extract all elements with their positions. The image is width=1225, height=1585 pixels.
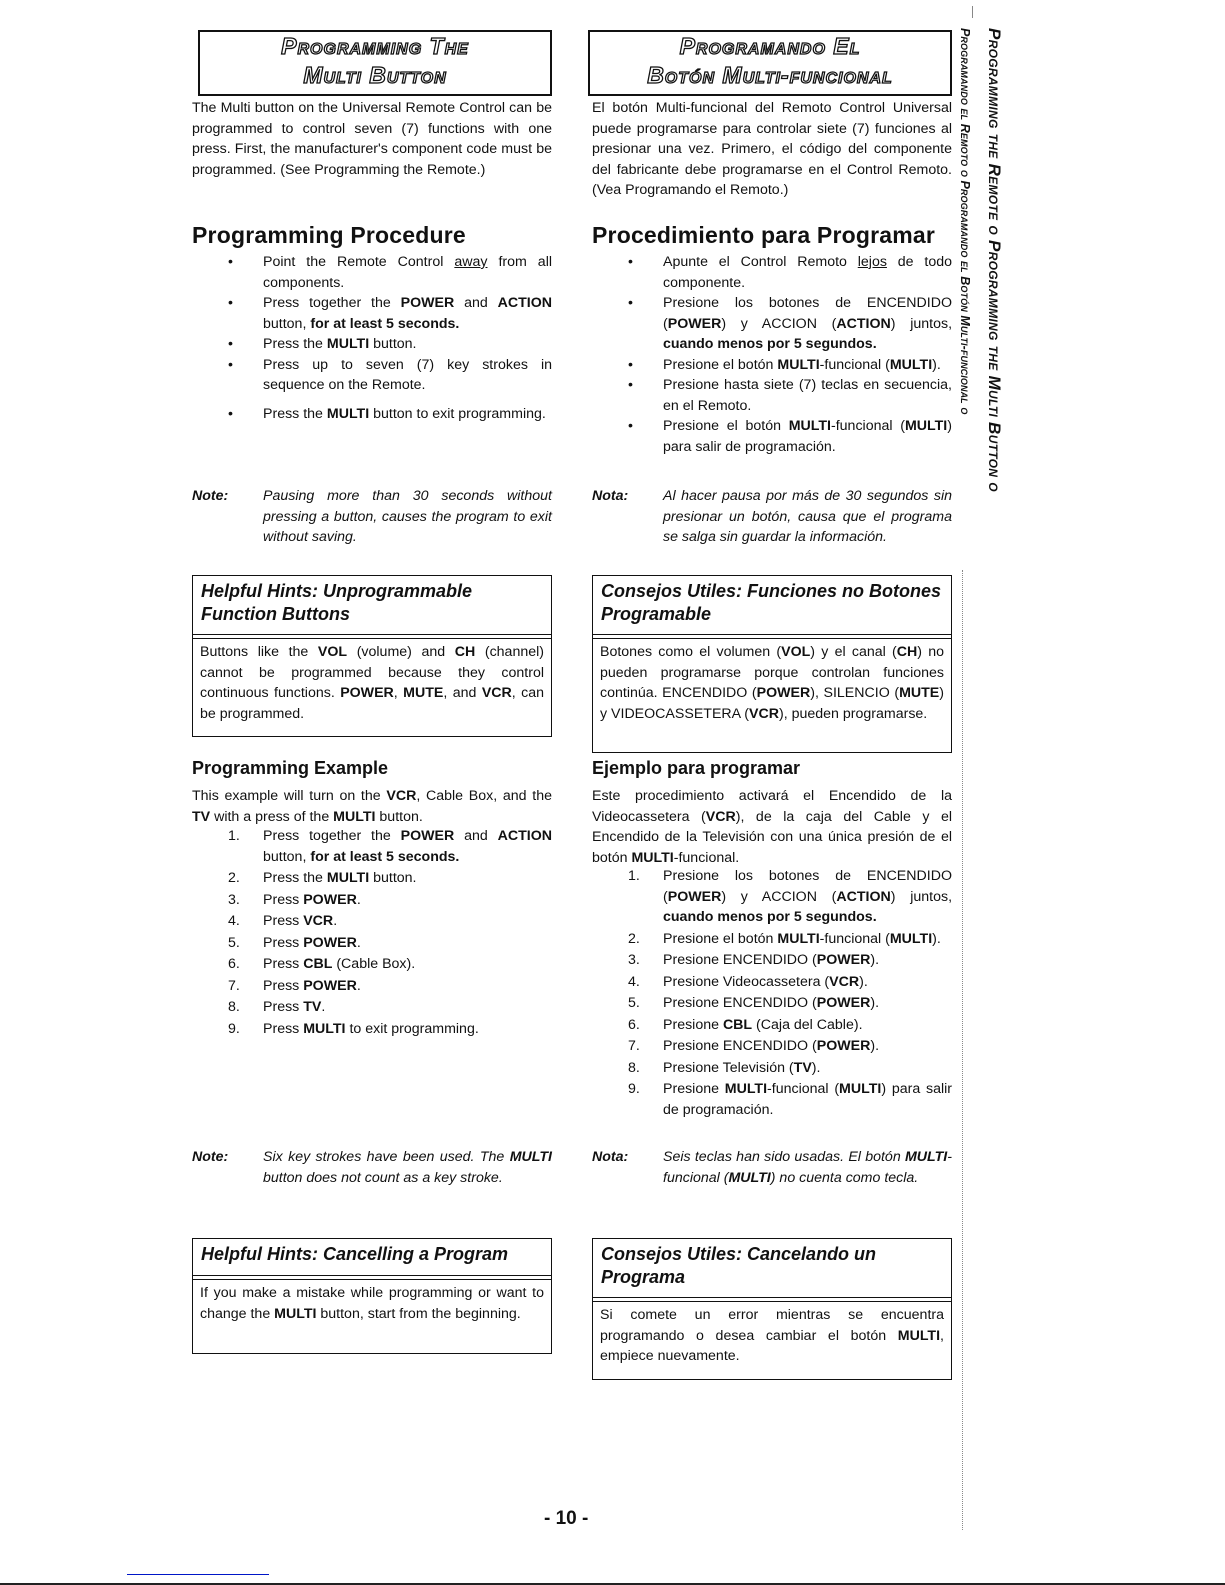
procedure-step: • Presione el botón MULTI-funcional (MULTI) para salir de programación. [592,416,952,457]
example-steps [192,826,552,1040]
example-intro: Este procedimiento activará el Encendido de la Videocassetera (VCR), de la caja del Cable y el Encendido de la Televisión con una única presión de el botón MULTI-funcional. [592,788,952,866]
step-number: 8. [628,1059,640,1076]
note-label: Note: [192,488,229,504]
note-text: Six key strokes have been used. The MULTI button does not count as a key stroke. [263,1149,552,1186]
note-text: Al hacer pausa por más de 30 segundos sin presionar un botón, causa que el programa se salga sin guardar la información. [663,488,952,545]
step-number: 4. [228,913,240,929]
step-number: 3. [228,891,240,908]
example-step [592,950,952,971]
procedure-step: • Press the MULTI button to exit programming. [192,404,552,425]
step-text: Presione el botón MULTI-funcional (MULTI). [663,930,941,947]
step-text: Press together the POWER and ACTION button, for at least 5 seconds. [263,828,553,865]
step-number: 3. [628,952,640,968]
margin-tick [972,6,973,18]
dotted-margin-line [962,570,963,1530]
step-text: Press POWER. [263,934,361,951]
hint-body: Si comete un error mientras se encuentra programando o desea cambiar el botón MULTI, empiece nuevamente. [600,1307,944,1364]
hint-body: Botones como el volumen (VOL) y el canal (CH) no pueden programarse porque controlan funciones continúa. ENCENDIDO (POWER), SILENCIO (MUTE) y VIDEOCASSETERA (VCR), pueden programarse. [600,644,944,722]
step-text: Presione ENCENDIDO (POWER). [663,952,880,968]
intro-paragraph: The Multi button on the Universal Remote Control can be programmed to control seven (7) functions with one press. First, the manufacturer's component code must be programmed. (See Programming the Remote.) [192,100,552,178]
hint-box-cancelling [592,1238,952,1380]
procedure-list [192,252,552,424]
title-line-2: Multi Button [303,62,447,88]
example-step [192,1019,552,1040]
note-label: Note: [192,1149,229,1165]
hint-title: Consejos Utiles: Funciones no Botones Programable [593,576,951,635]
step-text: Presione MULTI-funcional (MULTI) para salir de programación. [663,1081,952,1118]
procedure-step: • Apunte el Control Remoto lejos de todo componente. [592,252,952,293]
note-label: Nota: [592,1149,629,1165]
step-text: Press MULTI to exit programming. [263,1020,479,1037]
hint-body: Buttons like the VOL (volume) and CH (channel) cannot be programmed because they control continuous functions. POWER, MUTE, and VCR, can be programmed. [200,644,545,722]
procedure-step: • Press the MULTI button. [192,334,552,355]
procedure-step: • Presione los botones de ENCENDIDO (POWER) y ACCION (ACTION) juntos, cuando menos por 5 segundos. [592,293,952,355]
example-step [192,997,552,1018]
section-title-box [198,30,552,96]
step-text: Press CBL (Cable Box). [263,956,416,972]
step-number: 7. [228,977,240,994]
intro-paragraph: El botón Multi-funcional del Remoto Control Universal puede programarse para controlar siete (7) funciones al presionar una vez. Primero, el código del componente del fabricante debe programarse en el Control Remoto. (Vea Programando el Remoto.) [592,100,952,198]
step-text: Press the MULTI button. [263,870,417,886]
procedure-step: • Press together the POWER and ACTION button, for at least 5 seconds. [192,293,552,334]
step-text: Presione ENCENDIDO (POWER). [663,1038,880,1054]
link-underline[interactable] [127,1574,269,1575]
step-text: Press POWER. [263,977,361,994]
example-step [192,954,552,975]
step-number: 6. [228,956,240,972]
title-line-1: Programming The [281,33,469,59]
step-number: 9. [628,1081,640,1097]
procedure-heading: Programming Procedure [192,222,466,248]
hint-box-unprogrammable [592,575,952,753]
step-number: 5. [628,995,640,1011]
example-step [192,868,552,889]
example-step [192,890,552,911]
example-step [192,976,552,997]
step-number: 6. [628,1016,640,1033]
step-text: Press POWER. [263,891,361,908]
step-text: Presione CBL (Caja del Cable). [663,1016,863,1033]
procedure-step: • Presione hasta siete (7) teclas en secuencia, en el Remoto. [592,375,952,416]
note-keystrokes [192,1147,552,1188]
procedure-heading: Procedimiento para Programar [592,222,936,248]
note-label: Nota: [592,488,629,504]
procedure-step: • Press up to seven (7) key strokes in sequence on the Remote. [192,355,552,396]
step-number: 7. [628,1038,640,1054]
step-text: Presione ENCENDIDO (POWER). [663,995,880,1011]
step-number: 2. [228,870,240,886]
hint-title: Helpful Hints: Cancelling a Program [193,1239,551,1276]
step-number: 2. [628,930,640,947]
note-text: Pausing more than 30 seconds without pressing a button, causes the program to exit without saving. [263,488,552,545]
procedure-step: • Presione el botón MULTI-funcional (MULTI). [592,355,952,376]
hint-title: Helpful Hints: Unprogrammable Function Buttons [193,576,551,635]
example-step [192,826,552,867]
step-text: Press TV. [263,999,326,1015]
step-number: 5. [228,934,240,951]
procedure-step: • Point the Remote Control away from all components. [192,252,552,293]
hint-box-unprogrammable [192,575,552,737]
example-step [592,929,952,950]
note-pause [192,486,552,548]
page-number: - 10 - [544,1508,589,1529]
title-line-1: Programando El [679,33,861,59]
note-pause [592,486,952,548]
example-step [592,972,952,993]
step-text: Presione Televisión (TV). [663,1059,821,1076]
step-number: 1. [628,868,640,884]
example-heading: Programming Example [192,758,389,778]
step-number: 4. [628,973,640,990]
step-number: 8. [228,999,240,1015]
example-step [192,933,552,954]
example-steps [592,866,952,1121]
example-step [592,1036,952,1057]
title-line-2: Botón Multi-funcional [647,62,893,88]
side-tab-spanish: Programando el Remoto o Programando el Botón Multi-funcional o [958,28,972,415]
side-tab-english: Programming the Remote o Programming the Multi Button o [985,28,1004,492]
example-intro: This example will turn on the VCR, Cable Box, and the TV with a press of the MULTI button. [192,788,552,825]
example-step [592,866,952,928]
step-number: 1. [228,828,240,844]
example-step [592,1015,952,1036]
step-text: Presione los botones de ENCENDIDO (POWER) y ACCION (ACTION) juntos, cuando menos por 5 segundos. [663,868,953,925]
step-number: 9. [228,1020,240,1037]
note-text: Seis teclas han sido usadas. El botón MULTI-funcional (MULTI) no cuenta como tecla. [663,1149,952,1186]
example-step [592,1058,952,1079]
hint-title: Consejos Utiles: Cancelando un Programa [593,1239,951,1298]
example-step [592,1079,952,1120]
example-heading: Ejemplo para programar [592,758,801,778]
hint-box-cancelling [192,1238,552,1354]
example-step [592,993,952,1014]
procedure-list [592,252,952,457]
hint-body: If you make a mistake while programming or want to change the MULTI button, start from the beginning. [200,1285,544,1322]
section-title-box [588,30,952,96]
step-text: Presione Videocassetera (VCR). [663,973,868,990]
example-step [192,911,552,932]
note-keystrokes [592,1147,952,1188]
step-text: Press VCR. [263,913,338,929]
